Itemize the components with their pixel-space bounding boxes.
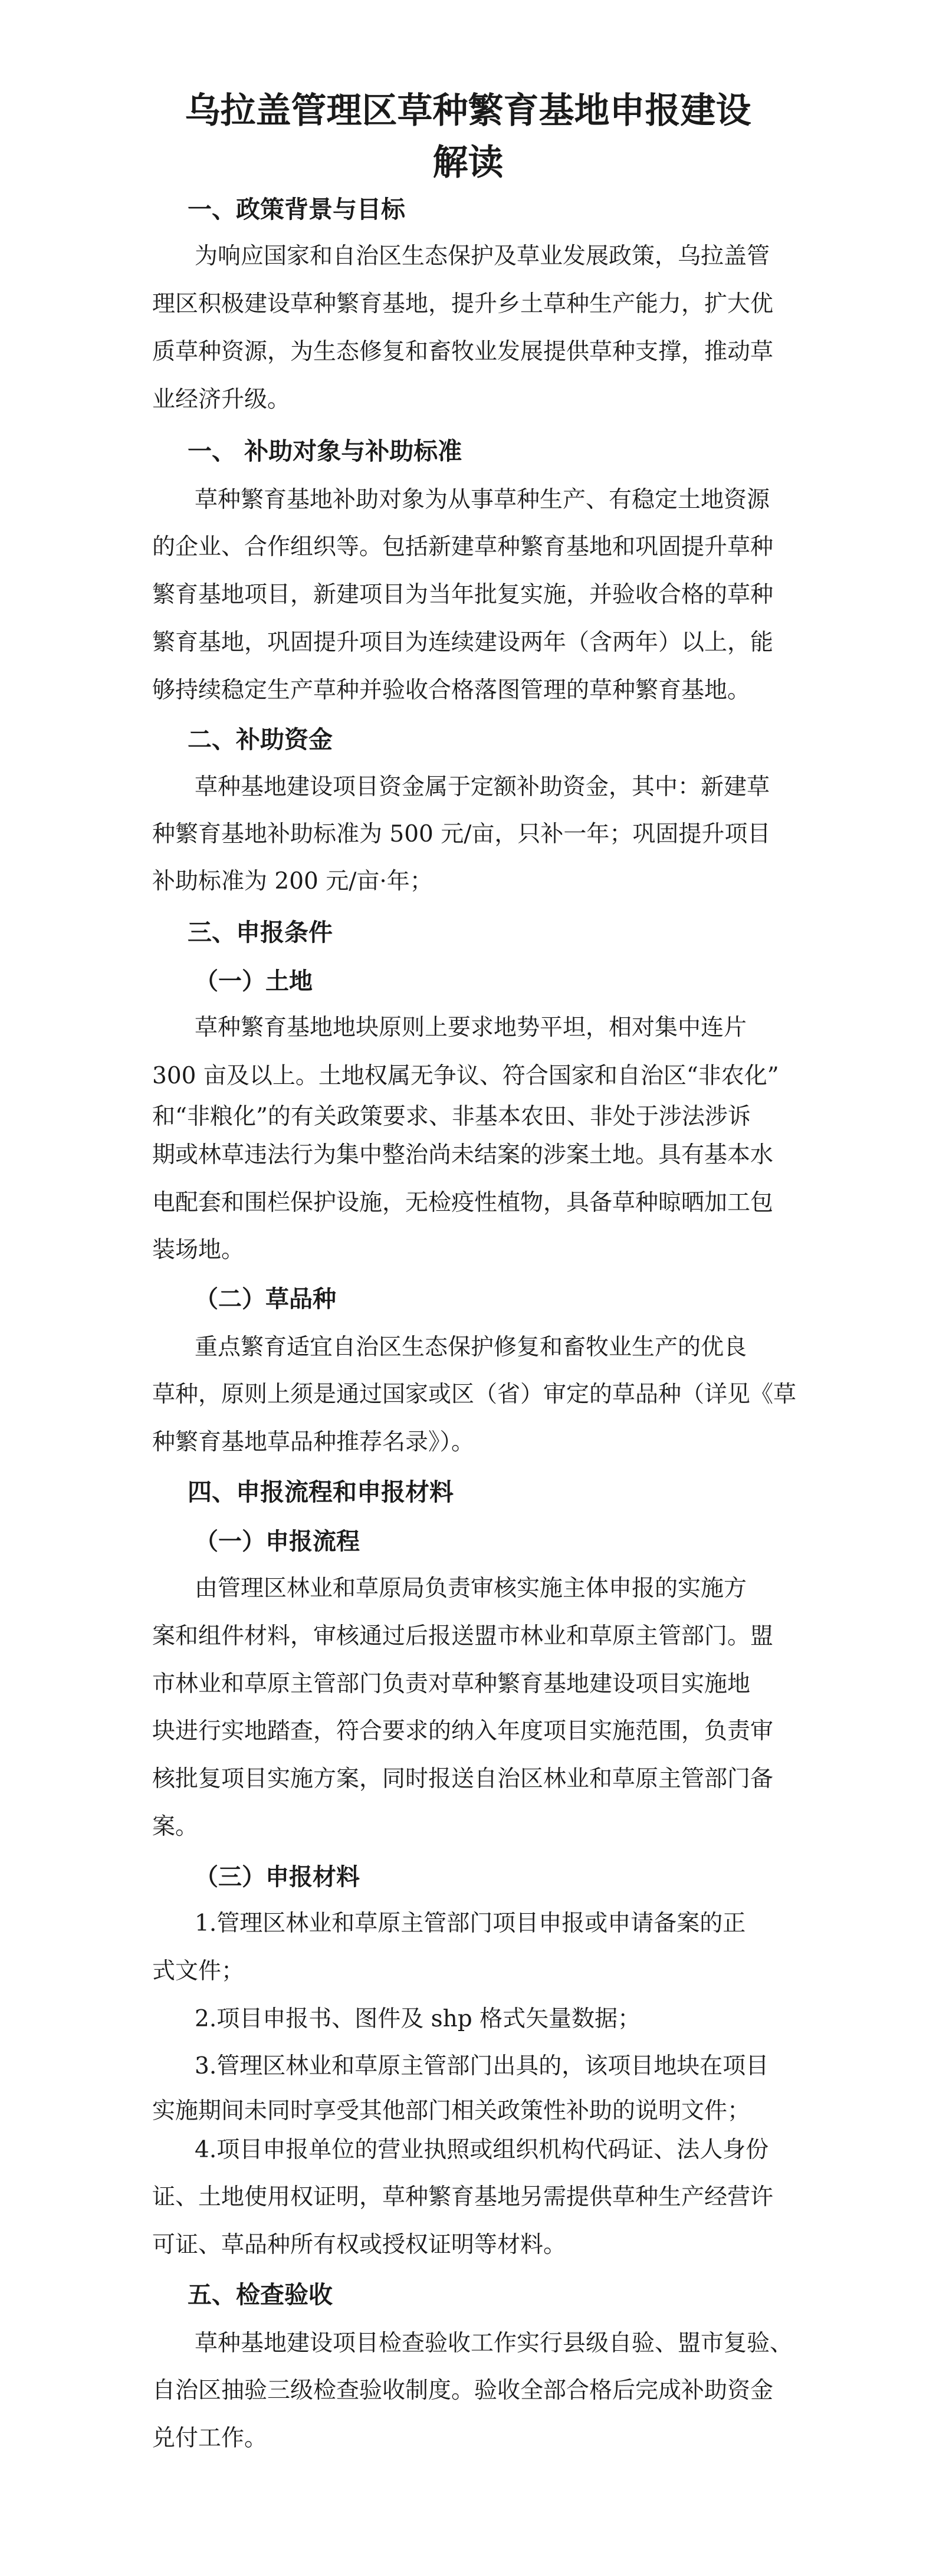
paragraph-line: 自治区抽验三级检查验收制度。验收全部合格后完成补助资金	[152, 2377, 774, 2404]
list-item-material-2: 2.项目申报书、图件及 shp 格式矢量数据；	[195, 2006, 641, 2032]
paragraph-line: 案。	[152, 1813, 199, 1840]
section-heading-application-process: 四、申报流程和申报材料	[188, 1478, 454, 1506]
section-heading-subsidy-funds: 二、补助资金	[188, 725, 333, 754]
paragraph-line: 质草种资源，为生态修复和畜牧业发展提供草种支撑，推动草	[152, 339, 774, 365]
paragraph-line: 案和组件材料，审核通过后报送盟市林业和草原主管部门。盟	[152, 1623, 774, 1650]
paragraph-line: 为响应国家和自治区生态保护及草业发展政策，乌拉盖管	[195, 243, 770, 270]
paragraph-line: 的企业、合作组织等。包括新建草种繁育基地和巩固提升草种	[152, 534, 774, 560]
paragraph-line: 期或林草违法行为集中整治尚未结案的涉案土地。具有基本水	[152, 1142, 774, 1168]
paragraph-line: 理区积极建设草种繁育基地，提升乡土草种生产能力，扩大优	[152, 291, 774, 317]
paragraph-line: 证、土地使用权证明，草种繁育基地另需提供草种生产经营许	[152, 2184, 774, 2210]
paragraph-line: 可证、草品种所有权或授权证明等材料。	[152, 2232, 567, 2258]
document-title-line-2: 解读	[432, 142, 504, 183]
paragraph-line: 业经济升级。	[152, 386, 291, 413]
paragraph-line: 块进行实地踏查，符合要求的纳入年度项目实施范围，负责审	[152, 1718, 774, 1744]
section-heading-application-conditions: 三、申报条件	[188, 918, 333, 947]
paragraph-line: 草种基地建设项目资金属于定额补助资金，其中：新建草	[195, 774, 770, 800]
subsection-heading-process: （一）申报流程	[195, 1528, 360, 1555]
paragraph-line: 种繁育基地补助标准为 500 元/亩，只补一年；巩固提升项目	[152, 821, 771, 847]
paragraph-line: 由管理区林业和草原局负责审核实施主体申报的实施方	[195, 1575, 747, 1602]
subsection-heading-grass-varieties: （二）草品种	[195, 1286, 336, 1313]
paragraph-line: 兑付工作。	[152, 2425, 268, 2452]
list-item-material-1: 1.管理区林业和草原主管部门项目申报或申请备案的正	[195, 1910, 746, 1937]
list-item-material-4: 4.项目申报单位的营业执照或组织机构代码证、法人身份	[195, 2137, 769, 2163]
section-heading-inspection: 五、检查验收	[188, 2281, 333, 2309]
subsection-heading-materials: （三）申报材料	[195, 1864, 360, 1891]
paragraph-line: 繁育基地，巩固提升项目为连续建设两年（含两年）以上，能	[152, 629, 774, 656]
section-heading-subsidy-targets: 一、 补助对象与补助标准	[188, 437, 462, 465]
paragraph-line: 实施期间未同时享受其他部门相关政策性补助的说明文件；	[152, 2098, 751, 2124]
paragraph-line: 种繁育基地草品种推荐名录》）。	[152, 1429, 475, 1455]
paragraph-line: 草种基地建设项目检查验收工作实行县级自验、盟市复验、	[195, 2330, 793, 2357]
paragraph-line: 300 亩及以上。土地权属无争议、符合国家和自治区“非农化”	[152, 1063, 779, 1089]
paragraph-line: 装场地。	[152, 1237, 245, 1263]
paragraph-line: 和“非粮化”的有关政策要求、非基本农田、非处于涉法涉诉	[152, 1103, 751, 1130]
paragraph-line: 市林业和草原主管部门负责对草种繁育基地建设项目实施地	[152, 1671, 751, 1697]
paragraph-line: 核批复项目实施方案，同时报送自治区林业和草原主管部门备	[152, 1766, 774, 1792]
paragraph-line: 繁育基地项目，新建项目为当年批复实施，并验收合格的草种	[152, 581, 774, 608]
document-title-line-1: 乌拉盖管理区草种繁育基地申报建设	[185, 90, 751, 132]
paragraph-line: 式文件；	[152, 1958, 245, 1984]
paragraph-line: 草种，原则上须是通过国家或区（省）审定的草品种（详见《草	[152, 1381, 797, 1408]
section-heading-policy-background: 一、政策背景与目标	[188, 195, 405, 224]
subsection-heading-land: （一）土地	[195, 968, 313, 995]
paragraph-line: 补助标准为 200 元/亩·年；	[152, 868, 433, 895]
paragraph-line: 电配套和围栏保护设施，无检疫性植物，具备草种晾晒加工包	[152, 1190, 774, 1216]
paragraph-line: 草种繁育基地补助对象为从事草种生产、有稳定土地资源	[195, 487, 770, 513]
paragraph-line: 草种繁育基地地块原则上要求地势平坦，相对集中连片	[195, 1014, 747, 1041]
paragraph-line: 重点繁育适宜自治区生态保护修复和畜牧业生产的优良	[195, 1334, 747, 1361]
list-item-material-3: 3.管理区林业和草原主管部门出具的，该项目地块在项目	[195, 2053, 769, 2079]
paragraph-line: 够持续稳定生产草种并验收合格落图管理的草种繁育基地。	[152, 677, 751, 704]
